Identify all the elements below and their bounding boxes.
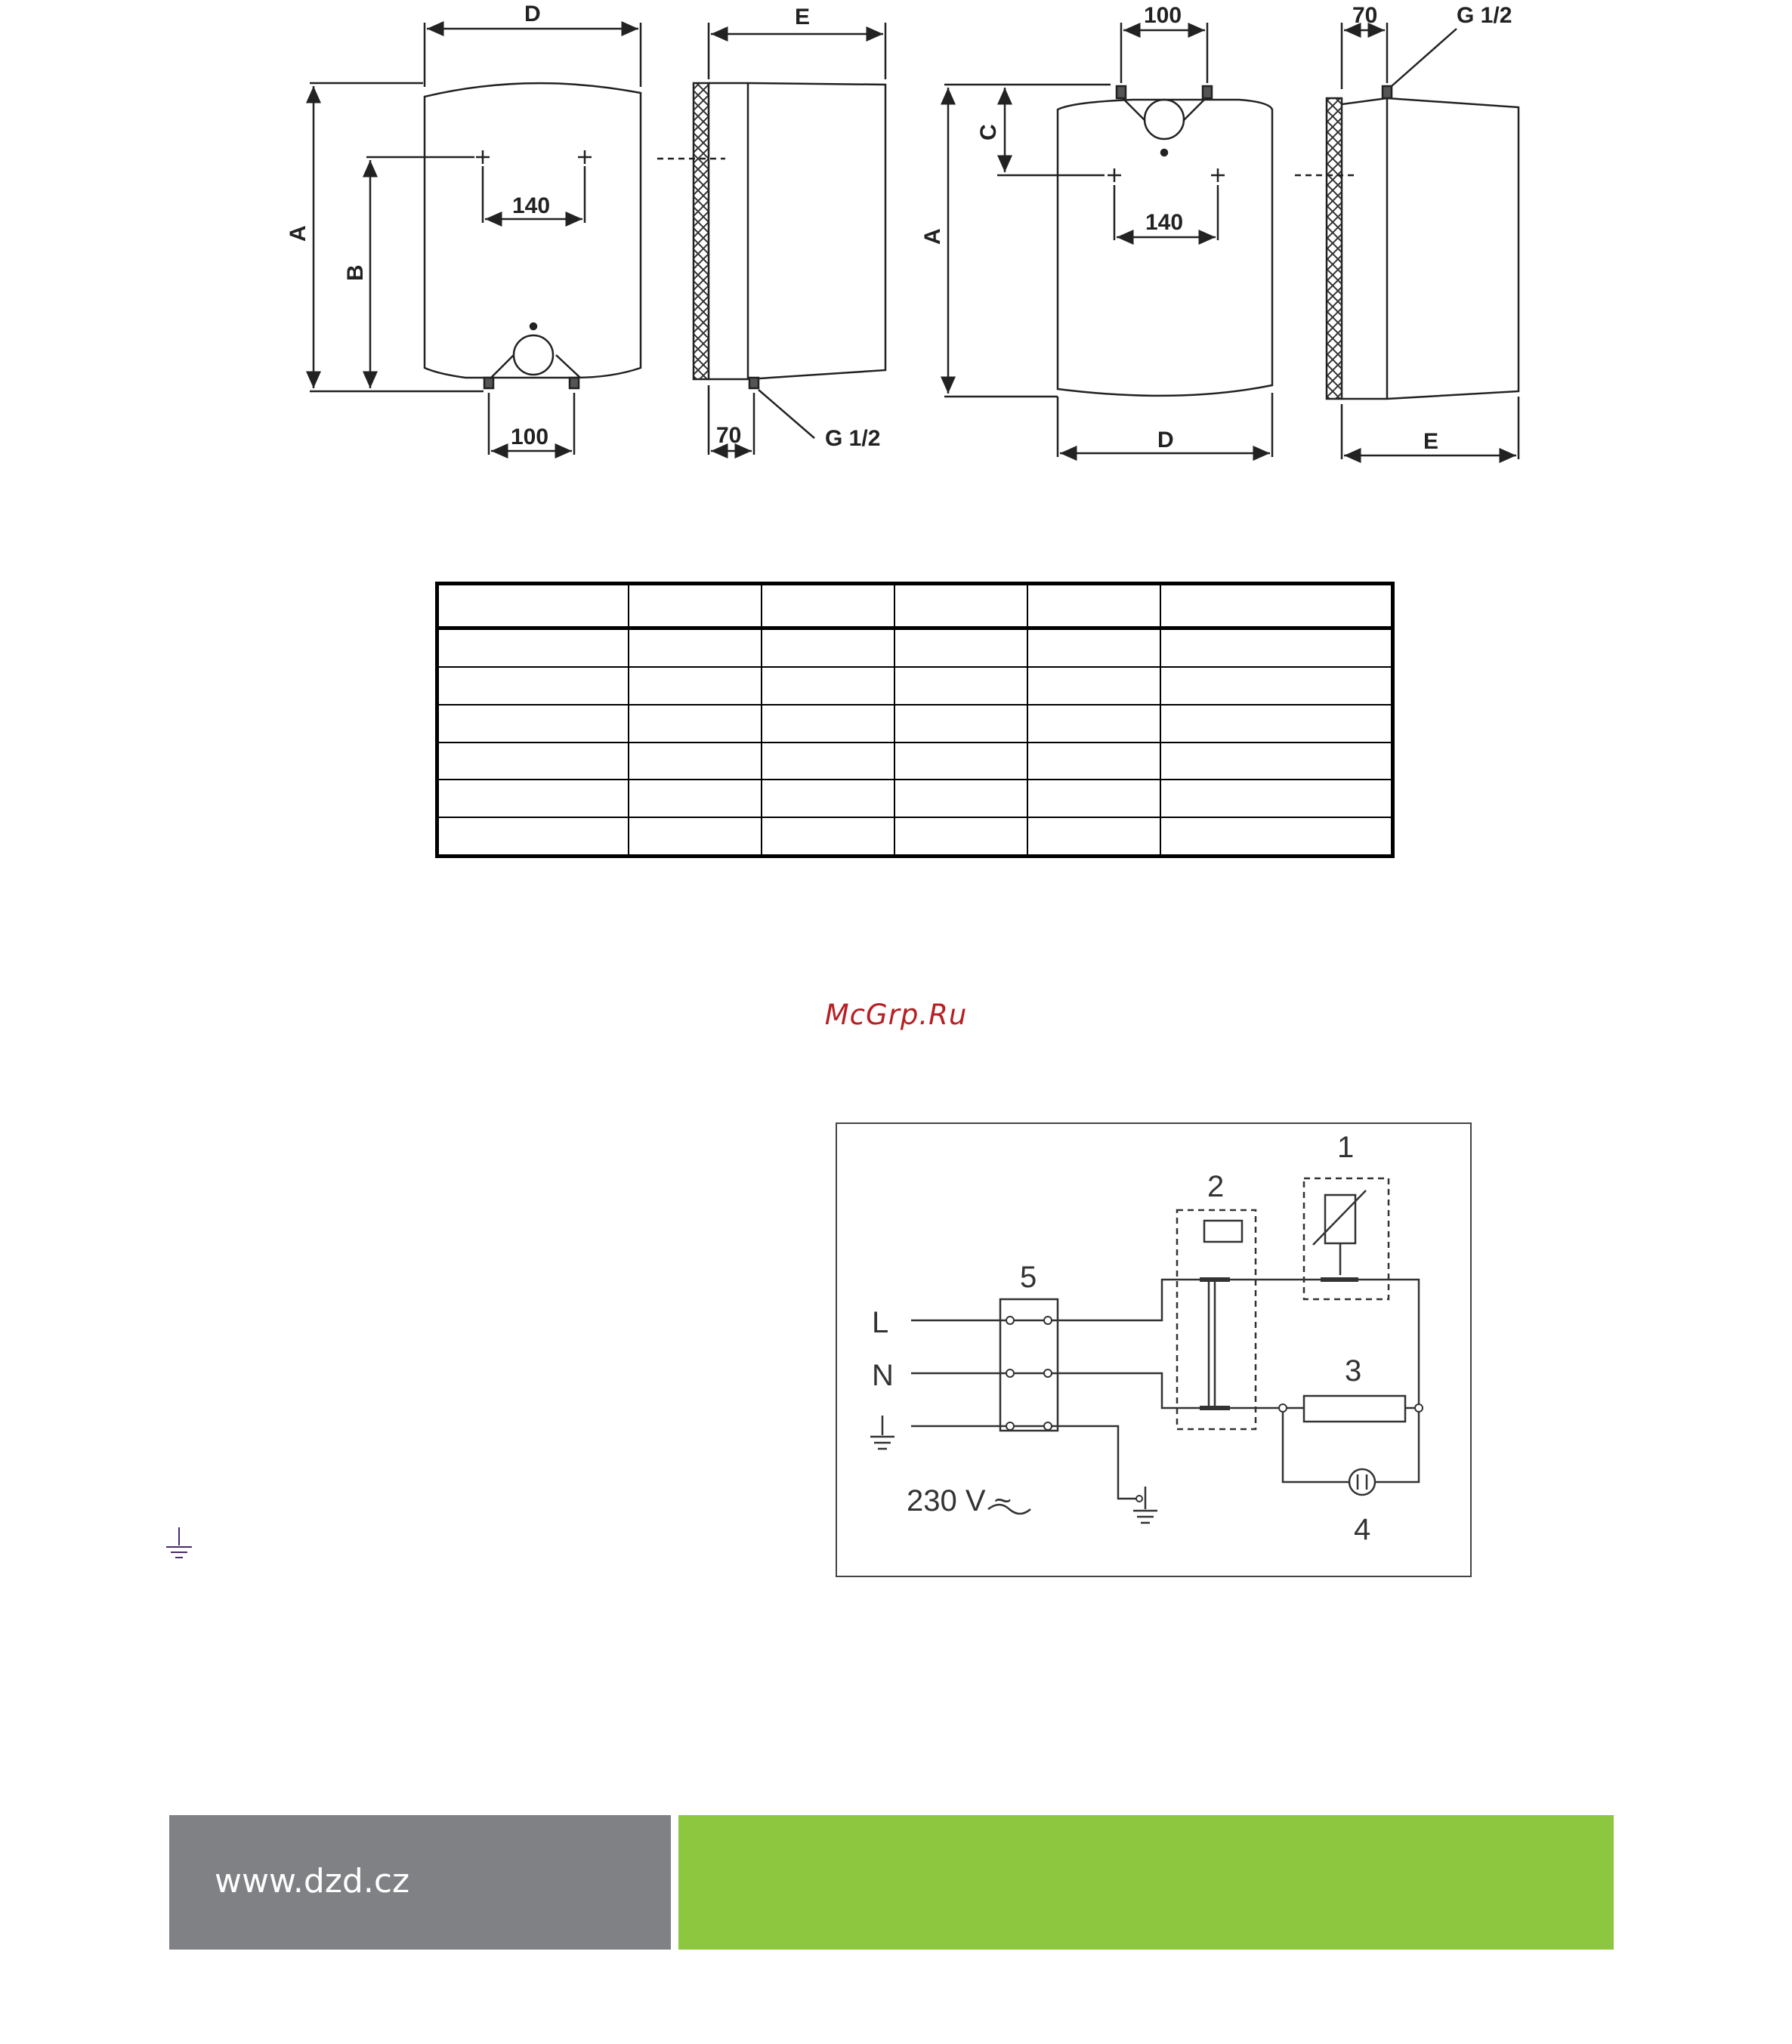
table-cell	[629, 628, 762, 667]
left-label-E: E	[795, 5, 811, 29]
table-cell	[894, 667, 1027, 705]
table-cell	[437, 743, 629, 780]
wiring-num-3: 3	[1345, 1354, 1362, 1388]
dimension-drawing	[0, 0, 1792, 514]
table-cell	[762, 780, 894, 817]
right-label-C: C	[976, 124, 1001, 140]
left-heater-front-outline	[425, 83, 641, 378]
table-cell	[894, 705, 1027, 743]
right-label-D: D	[1157, 428, 1174, 452]
right-dim-140: 140	[1145, 210, 1184, 235]
table-cell	[1027, 780, 1160, 817]
table-header-row	[437, 584, 1393, 628]
right-dim-70: 70	[1352, 3, 1378, 28]
table-row	[437, 705, 1393, 743]
table-cell	[894, 628, 1027, 667]
table-cell	[437, 584, 629, 628]
table-cell	[629, 780, 762, 817]
wiring-label-N: N	[872, 1359, 894, 1392]
table-cell	[437, 667, 629, 705]
table-cell	[1027, 705, 1160, 743]
wiring-voltage: 230 V ~	[907, 1484, 1012, 1518]
wiring-diagram	[836, 1122, 1472, 1577]
right-heater-dial	[1145, 100, 1184, 139]
left-heater-dial	[514, 335, 553, 375]
table-cell	[629, 743, 762, 780]
left-label-D: D	[524, 2, 541, 26]
footer-left-bar	[169, 1815, 671, 1950]
table-cell	[437, 817, 629, 856]
table-row	[437, 817, 1393, 856]
left-dim-70: 70	[716, 423, 742, 448]
table-cell	[894, 584, 1027, 628]
right-label-E: E	[1423, 429, 1439, 454]
table-cell	[762, 584, 894, 628]
right-thread: G 1/2	[1457, 3, 1512, 28]
footer-right-bar	[678, 1815, 1614, 1950]
wiring-num-1: 1	[1337, 1131, 1355, 1164]
table-cell	[629, 667, 762, 705]
right-wall-bracket	[1327, 98, 1342, 399]
left-label-A: A	[286, 225, 311, 242]
table-cell	[437, 780, 629, 817]
table-cell	[1027, 743, 1160, 780]
wiring-schematic	[837, 1124, 1470, 1576]
table-cell	[1160, 743, 1393, 780]
right-heater-front-outline	[1058, 100, 1272, 396]
table-cell	[629, 705, 762, 743]
wiring-num-4: 4	[1354, 1513, 1371, 1546]
watermark: McGrp.Ru	[824, 999, 968, 1031]
wiring-num-2: 2	[1207, 1170, 1225, 1203]
table-cell	[1027, 667, 1160, 705]
table-cell	[1027, 817, 1160, 856]
table-row	[437, 743, 1393, 780]
wiring-num-5: 5	[1020, 1261, 1037, 1294]
ground-icon	[160, 1524, 198, 1562]
table-row	[437, 667, 1393, 705]
table-cell	[1027, 628, 1160, 667]
left-wall-bracket	[694, 83, 709, 379]
left-heater-side-outline	[709, 83, 885, 379]
table-cell	[437, 628, 629, 667]
left-dim-140: 140	[512, 193, 551, 218]
right-heater-side-outline	[1342, 98, 1519, 399]
left-label-B: B	[343, 264, 368, 281]
table-cell	[1160, 817, 1393, 856]
table-cell	[437, 705, 629, 743]
footer-url[interactable]: www.dzd.cz	[215, 1862, 410, 1900]
table-cell	[762, 667, 894, 705]
safety-thermostat	[1177, 1210, 1256, 1429]
left-thread: G 1/2	[825, 426, 881, 451]
indicator-lamp	[1349, 1469, 1375, 1495]
table-cell	[762, 705, 894, 743]
table-cell	[1160, 628, 1393, 667]
heating-element	[1304, 1396, 1405, 1422]
table-cell	[762, 628, 894, 667]
table-cell	[1160, 584, 1393, 628]
table-cell	[629, 817, 762, 856]
table-cell	[762, 817, 894, 856]
wiring-label-L: L	[872, 1306, 889, 1339]
table-cell	[894, 780, 1027, 817]
table-cell	[629, 584, 762, 628]
left-dim-100: 100	[511, 425, 549, 449]
table-cell	[762, 743, 894, 780]
right-dim-100: 100	[1144, 3, 1182, 28]
table-cell	[1160, 780, 1393, 817]
table-cell	[1027, 584, 1160, 628]
table-cell	[1160, 705, 1393, 743]
table-row	[437, 780, 1393, 817]
table-cell	[1160, 667, 1393, 705]
right-label-A: A	[920, 228, 945, 245]
table-row	[437, 628, 1393, 667]
table-cell	[894, 817, 1027, 856]
spec-table	[435, 582, 1395, 858]
table-cell	[894, 743, 1027, 780]
